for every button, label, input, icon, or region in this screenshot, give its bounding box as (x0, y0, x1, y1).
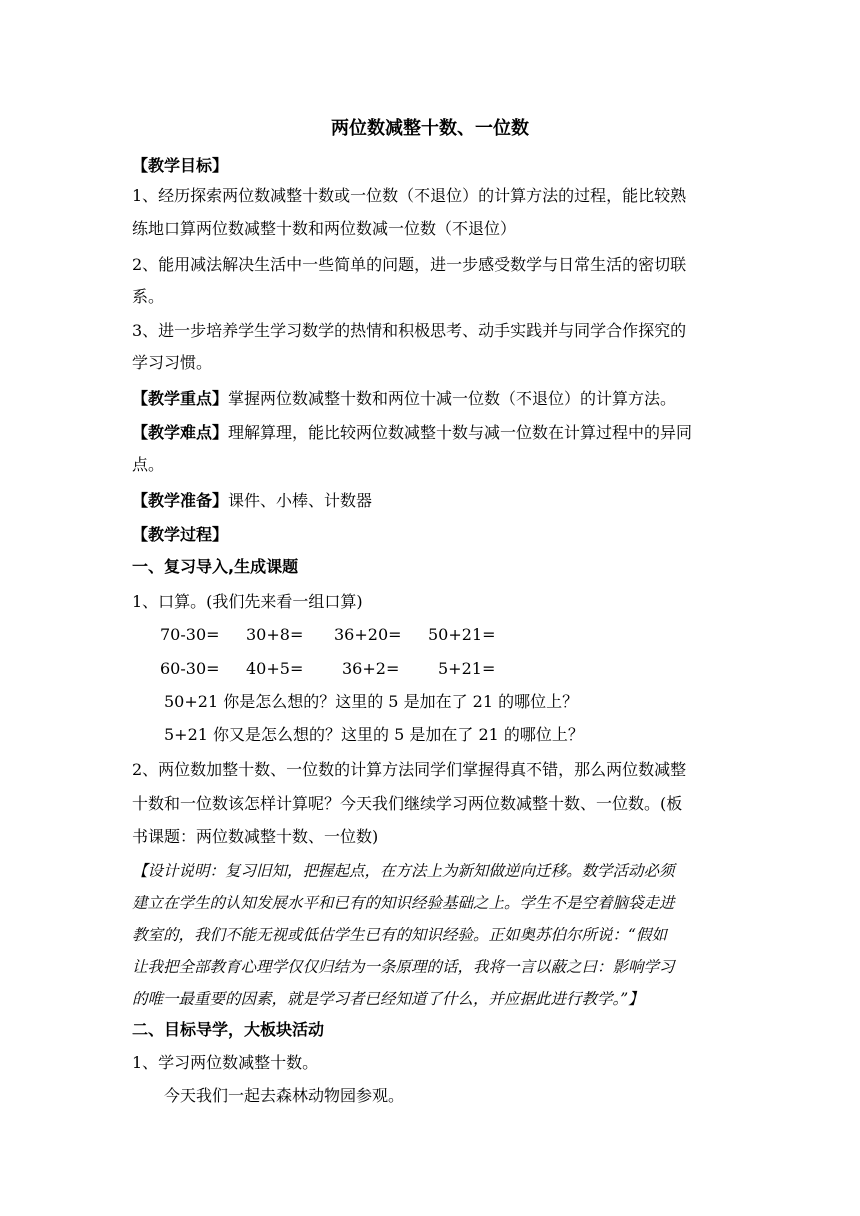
page-title: 两位数减整十数、一位数 (331, 118, 529, 139)
question-1: 50+21 你是怎么想的？这里的 5 是加在了 21 的哪位上？ (164, 692, 579, 711)
preparation (132, 491, 732, 511)
preparation-label: 【教学准备】 (132, 491, 229, 510)
section-2-heading: 二、目标导学，大板块活动 (132, 1020, 325, 1039)
exercise: 5+21= (438, 659, 496, 678)
difficulty (132, 423, 732, 443)
exercise: 60-30= (160, 659, 220, 678)
exercise: 40+5= (246, 659, 304, 678)
preparation-text: 课件、小棒、计数器 (228, 491, 373, 510)
exercise: 36+20= (334, 625, 402, 644)
goal-1-line-1: 1、经历探索两位数减整十数或一位数（不退位）的计算方法的过程，能比较熟 (132, 186, 687, 205)
oral-intro: 1、口算。(我们先来看一组口算) (132, 592, 363, 611)
paragraph-2-line-2: 十数和一位数该怎样计算呢？今天我们继续学习两位数减整十数、一位数。(板 (132, 794, 683, 813)
key-point-text: 掌握两位数减整十数和两位十减一位数（不退位）的计算方法。 (228, 389, 677, 408)
paragraph-2-line-3: 书课题：两位数减整十数、一位数) (132, 827, 379, 846)
learn-item-1: 1、学习两位数减整十数。 (132, 1053, 319, 1072)
paragraph-2-line-1: 2、两位数加整十数、一位数的计算方法同学们掌握得真不错，那么两位数减整 (132, 760, 687, 779)
goal-2-line-1: 2、能用减法解决生活中一些简单的问题，进一步感受数学与日常生活的密切联 (132, 255, 687, 274)
exercise: 50+21= (428, 625, 496, 644)
goals-heading: 【教学目标】 (132, 156, 229, 175)
question-2: 5+21 你又是怎么想的？这里的 5 是加在了 21 的哪位上？ (164, 725, 584, 744)
exercise: 30+8= (246, 625, 304, 644)
goal-2-line-2: 系。 (132, 287, 165, 306)
visit-text: 今天我们一起去森林动物园参观。 (164, 1086, 405, 1105)
design-note-line-4: 让我把全部教育心理学仅仅归结为一条原理的话，我将一言以蔽之曰：影响学习 (132, 958, 675, 976)
design-note-line-3: 教室的，我们不能无视或低估学生已有的知识经验。正如奥苏伯尔所说：“假如 (132, 926, 667, 944)
key-point (132, 389, 732, 409)
difficulty-text: 理解算理，能比较两位数减整十数与减一位数在计算过程中的异同 (228, 423, 693, 442)
design-note-line-2: 建立在学生的认知发展水平和已有的知识经验基础之上。学生不是空着脑袋走进 (132, 894, 675, 912)
goal-1-line-2: 练地口算两位数减整十数和两位数减一位数（不退位） (132, 219, 517, 238)
design-note-line-1: 【设计说明：复习旧知，把握起点，在方法上为新知做逆向迁移。数学活动必须 (132, 862, 675, 880)
design-note-line-5: 的唯一最重要的因素，就是学习者已经知道了什么，并应据此进行教学。”】 (132, 990, 644, 1008)
exercise: 36+2= (342, 659, 400, 678)
section-1-heading: 一、复习导入,生成课题 (132, 557, 299, 576)
goal-3-line-2: 学习习惯。 (132, 353, 213, 372)
difficulty-label: 【教学难点】 (132, 423, 229, 442)
key-point-label: 【教学重点】 (132, 389, 229, 408)
goal-3-line-1: 3、进一步培养学生学习数学的热情和积极思考、动手实践并与同学合作探究的 (132, 321, 687, 340)
process-heading: 【教学过程】 (132, 525, 229, 544)
difficulty-line-2: 点。 (132, 455, 165, 474)
exercise: 70-30= (160, 625, 220, 644)
